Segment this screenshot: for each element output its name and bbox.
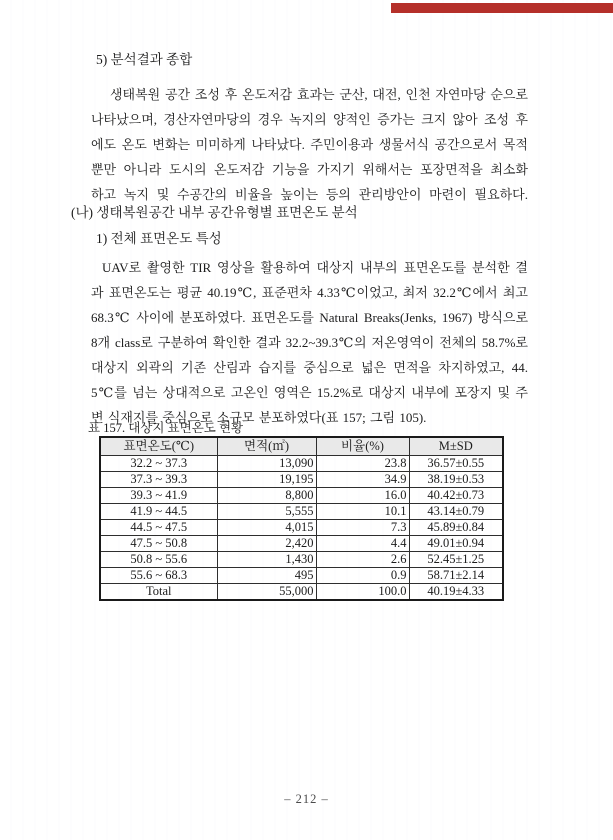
- table-cell: 40.42±0.73: [409, 488, 503, 504]
- table-cell: 55,000: [217, 584, 316, 601]
- table-cell: 47.5 ~ 50.8: [100, 536, 217, 552]
- table-cell: 2.6: [316, 552, 409, 568]
- paragraph-line: 뿐만 아니라 도시의 온도저감 기능을 가지기 위해서는 포장면적을 최소화: [91, 162, 528, 177]
- paragraph-line: 68.3℃ 사이에 분포하였다. 표면온도를 Natural Breaks(Jenks, 1967) 방식으로: [91, 310, 528, 325]
- table-total-row: [100, 584, 503, 601]
- table-header-cell: 표면온도(℃): [100, 437, 217, 456]
- table-header-cell: 면적(㎡): [217, 437, 316, 456]
- table-cell: 0.9: [316, 568, 409, 584]
- table-cell: 8,800: [217, 488, 316, 504]
- table-cell: 49.01±0.94: [409, 536, 503, 552]
- table-row: [100, 472, 503, 488]
- table-header-row: [100, 437, 503, 456]
- table-cell: 5,555: [217, 504, 316, 520]
- table-caption: 표 157. 대상지 표면온도 현황: [88, 421, 244, 435]
- paragraph-line: 과 표면온도는 평균 40.19℃, 표준편차 4.33℃이었고, 최저 32.2℃에서 최고: [91, 285, 528, 300]
- page-number: – 212 –: [284, 792, 329, 806]
- table-cell: 7.3: [316, 520, 409, 536]
- table-cell: Total: [100, 584, 217, 601]
- table-cell: 1,430: [217, 552, 316, 568]
- table-cell: 43.14±0.79: [409, 504, 503, 520]
- table-cell: 34.9: [316, 472, 409, 488]
- paragraph-line: 하고 녹지 및 수공간의 비율을 높이는 등의 관리방안이 마련이 필요하다.: [91, 187, 528, 202]
- table-cell: 52.45±1.25: [409, 552, 503, 568]
- table-cell: 44.5 ~ 47.5: [100, 520, 217, 536]
- top-edge-red-band: [391, 3, 613, 13]
- table-cell: 55.6 ~ 68.3: [100, 568, 217, 584]
- paragraph-line: 나타났으며, 경산자연마당의 경우 녹지의 양적인 증가는 크지 않아 조성 후: [91, 112, 528, 127]
- table-cell: 37.3 ~ 39.3: [100, 472, 217, 488]
- paragraph-line: UAV로 촬영한 TIR 영상을 활용하여 대상지 내부의 표면온도를 분석한 결: [102, 260, 528, 275]
- table-cell: 100.0: [316, 584, 409, 601]
- table-cell: 4.4: [316, 536, 409, 552]
- paragraph-line: 생태복원 공간 조성 후 온도저감 효과는 군산, 대전, 인천 자연마당 순으로: [110, 87, 528, 102]
- table-cell: 4,015: [217, 520, 316, 536]
- table-cell: 38.19±0.53: [409, 472, 503, 488]
- paragraph-analysis-summary: [91, 82, 528, 207]
- table-cell: 495: [217, 568, 316, 584]
- table-cell: 40.19±4.33: [409, 584, 503, 601]
- paragraph-line: 변 식재지를 중심으로 소규모 분포하였다(표 157; 그림 105).: [91, 410, 427, 425]
- table-row: [100, 568, 503, 584]
- section-heading-overall-surface-temp: 1) 전체 표면온도 특성: [96, 231, 222, 246]
- table-cell: 50.8 ~ 55.6: [100, 552, 217, 568]
- table-cell: 32.2 ~ 37.3: [100, 456, 217, 472]
- table-row: [100, 488, 503, 504]
- table-cell: 45.89±0.84: [409, 520, 503, 536]
- table-header-cell: M±SD: [409, 437, 503, 456]
- surface-temp-table-wrapper: [99, 436, 504, 601]
- paragraph-line: 5℃를 넘는 상대적으로 고온인 영역은 15.2%로 대상지 내부에 포장지 및 주: [91, 385, 528, 400]
- paragraph-line: 대상지 외곽의 기존 산림과 습지를 중심으로 넓은 면적을 차지하였고, 44.: [91, 360, 528, 375]
- table-row: [100, 536, 503, 552]
- table-cell: 23.8: [316, 456, 409, 472]
- table-cell: 10.1: [316, 504, 409, 520]
- surface-temp-table: [99, 436, 504, 601]
- table-cell: 58.71±2.14: [409, 568, 503, 584]
- section-heading-na-surface-temp-analysis: (나) 생태복원공간 내부 공간유형별 표면온도 분석: [71, 205, 358, 220]
- paragraph-surface-temp-results: [91, 255, 528, 430]
- table-row: [100, 552, 503, 568]
- table-cell: 2,420: [217, 536, 316, 552]
- paragraph-line: 8개 class로 구분하여 확인한 결과 32.2~39.3℃의 저온영역이 전체의 58.7%로: [91, 335, 528, 350]
- table-header-cell: 비율(%): [316, 437, 409, 456]
- table-cell: 36.57±0.55: [409, 456, 503, 472]
- table-cell: 39.3 ~ 41.9: [100, 488, 217, 504]
- section-heading-analysis-summary: 5) 분석결과 종합: [96, 52, 193, 67]
- paragraph-line: 에도 온도 변화는 미미하게 나타났다. 주민이용과 생물서식 공간으로서 목적: [91, 137, 528, 152]
- table-cell: 16.0: [316, 488, 409, 504]
- table-row: [100, 504, 503, 520]
- table-cell: 41.9 ~ 44.5: [100, 504, 217, 520]
- table-cell: 13,090: [217, 456, 316, 472]
- table-row: [100, 456, 503, 472]
- table-cell: 19,195: [217, 472, 316, 488]
- table-row: [100, 520, 503, 536]
